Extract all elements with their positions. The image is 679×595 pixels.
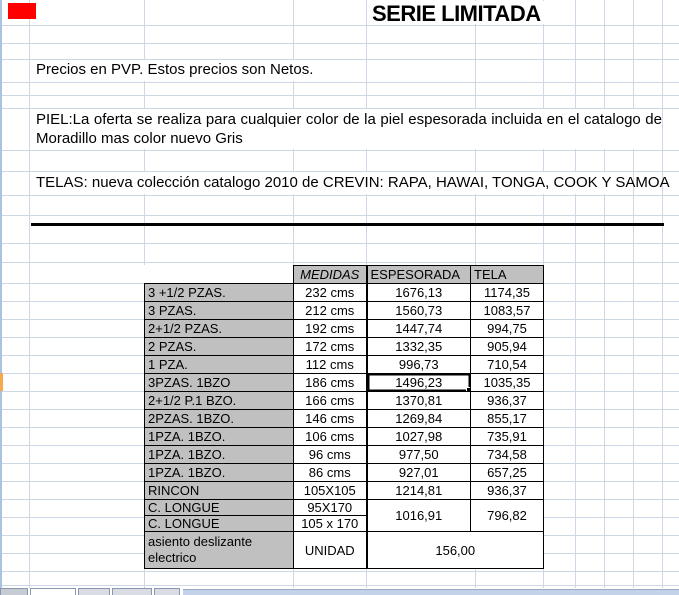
tela-cell[interactable]: 710,54 — [471, 356, 544, 374]
sheet-left-edge — [0, 0, 2, 588]
row-label-cell[interactable]: 3PZAS. 1BZO — [145, 374, 294, 392]
sheet-tab[interactable] — [0, 588, 28, 595]
selected-row-marker — [0, 373, 3, 391]
row-label-cell[interactable]: 2 PZAS. — [145, 338, 294, 356]
red-marker-shape — [8, 3, 36, 19]
espesorada-merged-cell[interactable]: 1016,91 — [367, 500, 471, 532]
row-label-cell[interactable]: 2+1/2 PZAS. — [145, 320, 294, 338]
table-header-row — [145, 266, 544, 284]
row-label-cell[interactable]: C. LONGUE — [145, 500, 294, 516]
espesorada-cell[interactable]: 1269,84 — [367, 410, 471, 428]
medidas-cell[interactable]: 105X105 — [294, 482, 367, 500]
espesorada-cell[interactable]: 1214,81 — [367, 482, 471, 500]
column-header-tela[interactable]: TELA — [471, 266, 544, 284]
row-label-cell[interactable]: 3 PZAS. — [145, 302, 294, 320]
sheet-tab[interactable] — [154, 588, 180, 595]
table-row — [145, 302, 544, 320]
medidas-cell[interactable]: 212 cms — [294, 302, 367, 320]
tela-cell[interactable]: 1174,35 — [471, 284, 544, 302]
medidas-cell[interactable]: 192 cms — [294, 320, 367, 338]
thick-divider-line — [31, 223, 664, 226]
precio-merged-cell[interactable]: 156,00 — [367, 532, 544, 569]
tela-cell[interactable]: 657,25 — [471, 464, 544, 482]
note-piel-line2: Moradillo mas color nuevo Gris — [36, 130, 243, 147]
sheet-tab[interactable] — [78, 588, 110, 595]
row-label-cell[interactable]: C. LONGUE — [145, 516, 294, 532]
table-row — [145, 500, 544, 516]
tela-merged-cell[interactable]: 796,82 — [471, 500, 544, 532]
medidas-cell[interactable]: 86 cms — [294, 464, 367, 482]
tela-cell[interactable]: 1035,35 — [471, 374, 544, 392]
note-piel-line1: PIEL:La oferta se realiza para cualquier color de la piel espesorada incluida en el catalogo de — [36, 111, 662, 128]
medidas-cell[interactable]: 172 cms — [294, 338, 367, 356]
row-label-cell[interactable]: 2+1/2 P.1 BZO. — [145, 392, 294, 410]
tela-cell[interactable]: 734,58 — [471, 446, 544, 464]
table-row-selected — [145, 374, 544, 392]
tela-cell[interactable]: 735,91 — [471, 428, 544, 446]
table-row — [145, 392, 544, 410]
medidas-cell[interactable]: 146 cms — [294, 410, 367, 428]
medidas-cell[interactable]: 232 cms — [294, 284, 367, 302]
espesorada-cell[interactable]: 977,50 — [367, 446, 471, 464]
table-row — [145, 284, 544, 302]
table-row — [145, 532, 544, 569]
tela-cell[interactable]: 855,17 — [471, 410, 544, 428]
medidas-cell[interactable]: 166 cms — [294, 392, 367, 410]
espesorada-cell[interactable]: 927,01 — [367, 464, 471, 482]
tela-cell[interactable]: 994,75 — [471, 320, 544, 338]
espesorada-cell[interactable]: 1332,35 — [367, 338, 471, 356]
espesorada-cell[interactable]: 1676,13 — [367, 284, 471, 302]
medidas-cell[interactable]: 96 cms — [294, 446, 367, 464]
sheet-tab[interactable] — [112, 588, 152, 595]
table-row — [145, 446, 544, 464]
note-telas-cell[interactable]: TELAS: nueva colección catalogo 2010 de CREVIN: RAPA, HAWAI, TONGA, COOK Y SAMOA — [36, 174, 670, 191]
empty-corner-cell — [145, 266, 294, 284]
row-label-cell[interactable]: asiento deslizante electrico — [145, 532, 294, 569]
espesorada-cell[interactable]: 996,73 — [367, 356, 471, 374]
table-row — [145, 482, 544, 500]
espesorada-cell[interactable]: 1560,73 — [367, 302, 471, 320]
medidas-cell[interactable]: UNIDAD — [294, 532, 367, 569]
table-row — [145, 356, 544, 374]
medidas-cell[interactable]: 112 cms — [294, 356, 367, 374]
medidas-cell[interactable]: 105 x 170 — [294, 516, 367, 532]
tela-cell[interactable]: 936,37 — [471, 392, 544, 410]
row-label-cell[interactable]: 1PZA. 1BZO. — [145, 446, 294, 464]
table-row — [145, 338, 544, 356]
note-piel-cell[interactable] — [36, 110, 662, 148]
note-precios-cell[interactable]: Precios en PVP. Estos precios son Netos. — [36, 61, 314, 78]
selected-cell[interactable]: 1496,23 — [367, 374, 471, 392]
row-label-cell[interactable]: 2PZAS. 1BZO. — [145, 410, 294, 428]
horizontal-scrollbar[interactable] — [183, 589, 679, 595]
row-label-cell[interactable]: RINCON — [145, 482, 294, 500]
column-header-espesorada[interactable]: ESPESORADA — [367, 266, 471, 284]
price-table — [144, 265, 544, 569]
espesorada-cell[interactable]: 1447,74 — [367, 320, 471, 338]
row-label-cell[interactable]: 1PZA. 1BZO. — [145, 428, 294, 446]
table-row — [145, 320, 544, 338]
table-row — [145, 410, 544, 428]
table-row — [145, 428, 544, 446]
row-label-cell[interactable]: 1 PZA. — [145, 356, 294, 374]
espesorada-cell[interactable]: 1370,81 — [367, 392, 471, 410]
medidas-cell[interactable]: 106 cms — [294, 428, 367, 446]
medidas-cell[interactable]: 95X170 — [294, 500, 367, 516]
tela-cell[interactable]: 936,37 — [471, 482, 544, 500]
espesorada-cell[interactable]: 1027,98 — [367, 428, 471, 446]
row-label-cell[interactable]: 3 +1/2 PZAS. — [145, 284, 294, 302]
table-row — [145, 464, 544, 482]
sheet-tab-active[interactable] — [30, 588, 76, 595]
tela-cell[interactable]: 1083,57 — [471, 302, 544, 320]
page-title[interactable]: SERIE LIMITADA — [372, 1, 541, 26]
tela-cell[interactable]: 905,94 — [471, 338, 544, 356]
medidas-cell[interactable]: 186 cms — [294, 374, 367, 392]
column-header-medidas[interactable]: MEDIDAS — [294, 266, 367, 284]
row-label-cell[interactable]: 1PZA. 1BZO. — [145, 464, 294, 482]
